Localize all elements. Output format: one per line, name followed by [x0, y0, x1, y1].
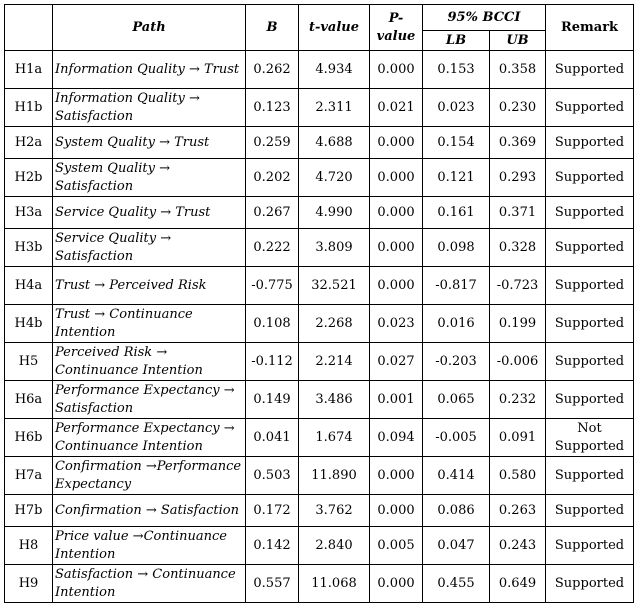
id-column-header	[5, 5, 53, 51]
t-value: 2.214	[299, 343, 370, 381]
table-row	[5, 305, 634, 343]
ub-value: 0.243	[490, 527, 546, 565]
lb-value: -0.817	[423, 267, 490, 305]
table-row	[5, 51, 634, 89]
b-value: 0.557	[246, 565, 299, 603]
t-value: 4.990	[299, 197, 370, 229]
t-value: 4.720	[299, 159, 370, 197]
b-value: 0.172	[246, 495, 299, 527]
ub-value: 0.263	[490, 495, 546, 527]
p-value: 0.000	[370, 127, 423, 159]
p-value: 0.027	[370, 343, 423, 381]
remark-value: Supported	[546, 565, 634, 603]
t-value: 3.762	[299, 495, 370, 527]
t-value: 4.934	[299, 51, 370, 89]
p-value: 0.023	[370, 305, 423, 343]
table-body	[5, 51, 634, 603]
lb-value: 0.455	[423, 565, 490, 603]
remark-value: Supported	[546, 51, 634, 89]
remark-value: Supported	[546, 159, 634, 197]
table-row	[5, 343, 634, 381]
table-row	[5, 127, 634, 159]
p-value: 0.000	[370, 495, 423, 527]
lb-value: 0.161	[423, 197, 490, 229]
path-cell: System Quality → Satisfaction	[53, 159, 246, 197]
t-value: 3.809	[299, 229, 370, 267]
path-cell: Perceived Risk → Continuance Intention	[53, 343, 246, 381]
ub-value: 0.369	[490, 127, 546, 159]
p-value: 0.000	[370, 565, 423, 603]
lb-value: 0.098	[423, 229, 490, 267]
hypothesis-id: H2b	[5, 159, 53, 197]
table-row	[5, 527, 634, 565]
table-row	[5, 381, 634, 419]
b-value: 0.503	[246, 457, 299, 495]
p-value: 0.021	[370, 89, 423, 127]
hypothesis-id: H4a	[5, 267, 53, 305]
hypothesis-id: H6b	[5, 419, 53, 457]
t-value: 2.840	[299, 527, 370, 565]
hypothesis-id: H7b	[5, 495, 53, 527]
ub-value: 0.232	[490, 381, 546, 419]
hypothesis-id: H7a	[5, 457, 53, 495]
lb-value: 0.153	[423, 51, 490, 89]
remark-value: Supported	[546, 343, 634, 381]
ub-column-header: UB	[490, 31, 546, 51]
hypothesis-id: H8	[5, 527, 53, 565]
t-value-column-header: t-value	[299, 5, 370, 51]
p-value: 0.005	[370, 527, 423, 565]
remark-value: Supported	[546, 305, 634, 343]
t-value: 2.268	[299, 305, 370, 343]
b-value: 0.259	[246, 127, 299, 159]
ub-value: 0.230	[490, 89, 546, 127]
remark-value: Supported	[546, 229, 634, 267]
hypothesis-id: H6a	[5, 381, 53, 419]
path-cell: Trust → Perceived Risk	[53, 267, 246, 305]
t-value: 4.688	[299, 127, 370, 159]
lb-value: 0.065	[423, 381, 490, 419]
hypothesis-id: H1a	[5, 51, 53, 89]
lb-value: 0.154	[423, 127, 490, 159]
lb-value: 0.414	[423, 457, 490, 495]
b-value: -0.775	[246, 267, 299, 305]
ub-value: 0.580	[490, 457, 546, 495]
path-cell: Confirmation → Satisfaction	[53, 495, 246, 527]
b-value: 0.267	[246, 197, 299, 229]
b-value: 0.222	[246, 229, 299, 267]
remark-value: Not Supported	[546, 419, 634, 457]
remark-column-header: Remark	[546, 5, 634, 51]
p-value: 0.000	[370, 51, 423, 89]
header-row	[5, 5, 634, 31]
b-value: 0.123	[246, 89, 299, 127]
lb-value: -0.203	[423, 343, 490, 381]
b-value: 0.108	[246, 305, 299, 343]
ub-value: -0.723	[490, 267, 546, 305]
b-value: 0.262	[246, 51, 299, 89]
remark-value: Supported	[546, 527, 634, 565]
remark-value: Supported	[546, 267, 634, 305]
path-cell: Confirmation →Performance Expectancy	[53, 457, 246, 495]
ub-value: 0.328	[490, 229, 546, 267]
path-cell: Satisfaction → Continuance Intention	[53, 565, 246, 603]
hypothesis-id: H4b	[5, 305, 53, 343]
path-cell: Performance Expectancy → Satisfaction	[53, 381, 246, 419]
b-value: 0.149	[246, 381, 299, 419]
lb-value: -0.005	[423, 419, 490, 457]
t-value: 2.311	[299, 89, 370, 127]
path-cell: Service Quality → Satisfaction	[53, 229, 246, 267]
p-value: 0.000	[370, 159, 423, 197]
p-value: 0.000	[370, 267, 423, 305]
b-value: 0.142	[246, 527, 299, 565]
p-value: 0.094	[370, 419, 423, 457]
table-row	[5, 565, 634, 603]
ub-value: 0.371	[490, 197, 546, 229]
ub-value: 0.649	[490, 565, 546, 603]
path-cell: Price value →Continuance Intention	[53, 527, 246, 565]
path-cell: Performance Expectancy → Continuance Intention	[53, 419, 246, 457]
hypothesis-id: H9	[5, 565, 53, 603]
path-cell: Service Quality → Trust	[53, 197, 246, 229]
remark-value: Supported	[546, 127, 634, 159]
ub-value: 0.091	[490, 419, 546, 457]
table-row	[5, 229, 634, 267]
p-value: 0.000	[370, 197, 423, 229]
table-row	[5, 419, 634, 457]
b-value: 0.041	[246, 419, 299, 457]
table-row	[5, 89, 634, 127]
lb-column-header: LB	[423, 31, 490, 51]
path-column-header: Path	[53, 5, 246, 51]
p-value: 0.000	[370, 229, 423, 267]
path-cell: Information Quality → Trust	[53, 51, 246, 89]
path-cell: Trust → Continuance Intention	[53, 305, 246, 343]
hypothesis-id: H3a	[5, 197, 53, 229]
lb-value: 0.121	[423, 159, 490, 197]
b-column-header: B	[246, 5, 299, 51]
table-row	[5, 457, 634, 495]
t-value: 32.521	[299, 267, 370, 305]
ub-value: 0.293	[490, 159, 546, 197]
lb-value: 0.047	[423, 527, 490, 565]
table-row	[5, 197, 634, 229]
hypothesis-id: H5	[5, 343, 53, 381]
p-value: 0.001	[370, 381, 423, 419]
hypothesis-id: H3b	[5, 229, 53, 267]
b-value: 0.202	[246, 159, 299, 197]
remark-value: Supported	[546, 457, 634, 495]
lb-value: 0.023	[423, 89, 490, 127]
remark-value: Supported	[546, 197, 634, 229]
hypothesis-id: H2a	[5, 127, 53, 159]
p-value-column-header: P-value	[370, 5, 423, 51]
remark-value: Supported	[546, 495, 634, 527]
t-value: 1.674	[299, 419, 370, 457]
hypothesis-id: H1b	[5, 89, 53, 127]
t-value: 11.890	[299, 457, 370, 495]
path-cell: Information Quality → Satisfaction	[53, 89, 246, 127]
remark-value: Supported	[546, 381, 634, 419]
lb-value: 0.086	[423, 495, 490, 527]
b-value: -0.112	[246, 343, 299, 381]
hypothesis-results-table	[4, 4, 634, 603]
table-row	[5, 267, 634, 305]
remark-value: Supported	[546, 89, 634, 127]
t-value: 11.068	[299, 565, 370, 603]
path-cell: System Quality → Trust	[53, 127, 246, 159]
ub-value: 0.199	[490, 305, 546, 343]
lb-value: 0.016	[423, 305, 490, 343]
ub-value: -0.006	[490, 343, 546, 381]
table-row	[5, 159, 634, 197]
p-value: 0.000	[370, 457, 423, 495]
t-value: 3.486	[299, 381, 370, 419]
table-row	[5, 495, 634, 527]
bcci-group-header: 95% BCCI	[423, 5, 546, 31]
ub-value: 0.358	[490, 51, 546, 89]
